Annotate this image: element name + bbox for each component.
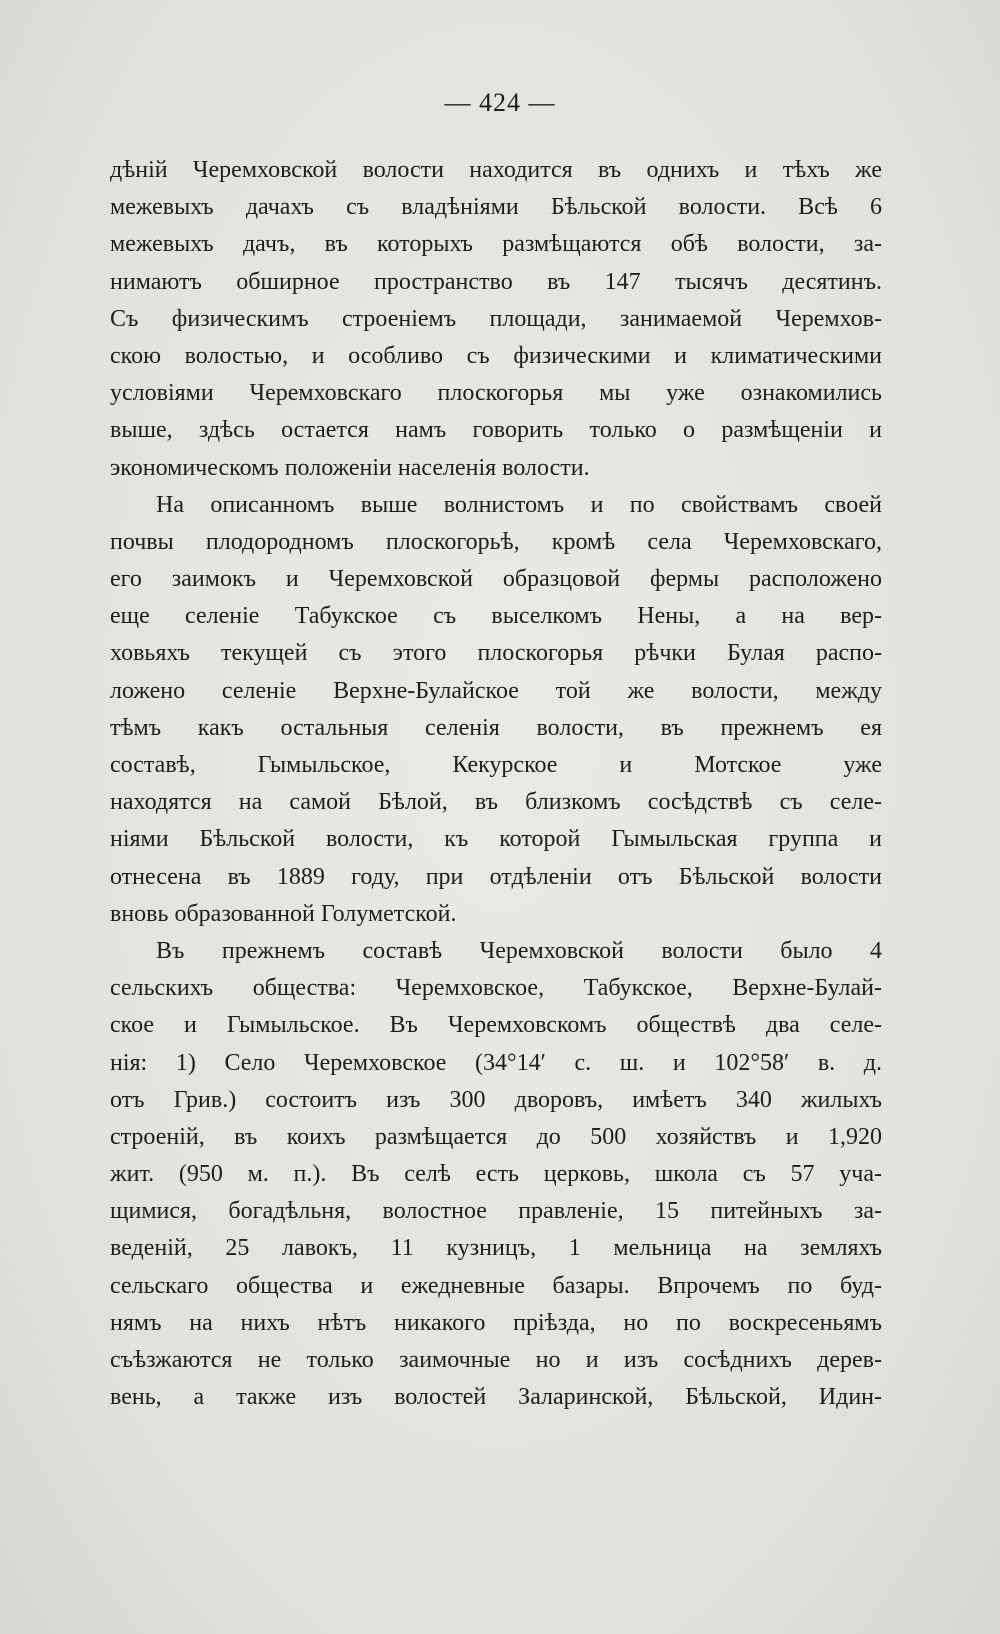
text-line: тѣмъ какъ остальныя селенія волости, въ прежнемъ ея [110, 714, 882, 741]
page-number: — 424 — [444, 88, 556, 117]
paragraph-2 [110, 487, 882, 933]
text-line: выше, здѣсь остается намъ говорить только о размѣщеніи и [110, 417, 882, 444]
text-line: дѣній Черемховской волости находится въ однихъ и тѣхъ же [110, 157, 882, 183]
text-line: нямъ на нихъ нѣтъ никакого пріѣзда, но по воскресеньямъ [110, 1309, 882, 1336]
text-line: вновь образованной Голуметской. [110, 900, 457, 927]
text-line: съѣзжаются не только заимочные но и изъ сосѣднихъ дерев- [110, 1347, 882, 1373]
text-line: межевыхъ дачъ, въ которыхъ размѣщаются обѣ волости, за- [110, 231, 882, 258]
text-line: отнесена въ 1889 году, при отдѣленіи отъ Бѣльской волости [110, 863, 882, 890]
text-line: составѣ, Гымыльское, Кекурское и Мотское уже [110, 752, 882, 778]
text-line: ховьяхъ текущей съ этого плоскогорья рѣчки Булая распо- [110, 640, 882, 667]
paragraph-3 [110, 933, 882, 1416]
text-line: На описанномъ выше волнистомъ и по свойствамъ своей [156, 491, 882, 518]
text-line: щимися, богадѣльня, волостное правленіе, 15 питейныхъ за- [110, 1198, 882, 1225]
text-line: нія: 1) Село Черемховское (34°14′ с. ш. и 102°58′ в. д. [110, 1049, 882, 1076]
text-line: скою волостью, и особливо съ физическими и климатическими [110, 342, 882, 369]
paragraph-1 [110, 152, 882, 487]
text-line: Въ прежнемъ составѣ Черемховской волости было 4 [156, 937, 882, 964]
text-line: экономическомъ положеніи населенія волости. [110, 454, 590, 481]
text-line: сельскаго общества и ежедневные базары. Впрочемъ по буд- [110, 1272, 882, 1299]
text-line: еще селеніе Табукское съ выселкомъ Нены, а на вер- [110, 603, 882, 630]
text-line: условіями Черемховскаго плоскогорья мы уже ознакомились [110, 380, 882, 407]
text-line: вень, а также изъ волостей Заларинской, Бѣльской, Идин- [110, 1384, 882, 1411]
text-line: межевыхъ дачахъ съ владѣніями Бѣльской волости. Всѣ 6 [110, 194, 882, 221]
text-line: его заимокъ и Черемховской образцовой фермы расположено [110, 566, 882, 593]
text-line: почвы плодородномъ плоскогорьѣ, кромѣ села Черемховскаго, [110, 528, 882, 555]
text-line: жит. (950 м. п.). Въ селѣ есть церковь, школа съ 57 уча- [110, 1161, 882, 1188]
text-line: ское и Гымыльское. Въ Черемховскомъ обществѣ два селе- [110, 1012, 882, 1039]
body-text [110, 152, 882, 1416]
text-line: ложено селеніе Верхне-Булайское той же волости, между [110, 677, 882, 704]
text-line: находятся на самой Бѣлой, въ близкомъ сосѣдствѣ съ селе- [110, 789, 882, 816]
text-line: веденій, 25 лавокъ, 11 кузницъ, 1 мельница на земляхъ [110, 1235, 882, 1262]
text-line: сельскихъ общества: Черемховское, Табукское, Верхне-Булай- [110, 975, 882, 1002]
text-line: Съ физическимъ строеніемъ площади, занимаемой Черемхов- [110, 305, 882, 332]
text-line: ніями Бѣльской волости, къ которой Гымыльская группа и [110, 826, 882, 853]
text-line: строеній, въ коихъ размѣщается до 500 хозяйствъ и 1,920 [110, 1123, 882, 1150]
text-line: отъ Грив.) состоитъ изъ 300 дворовъ, имѣетъ 340 жилыхъ [110, 1086, 882, 1113]
text-line: нимаютъ обширное пространство въ 147 тысячъ десятинъ. [110, 268, 882, 295]
